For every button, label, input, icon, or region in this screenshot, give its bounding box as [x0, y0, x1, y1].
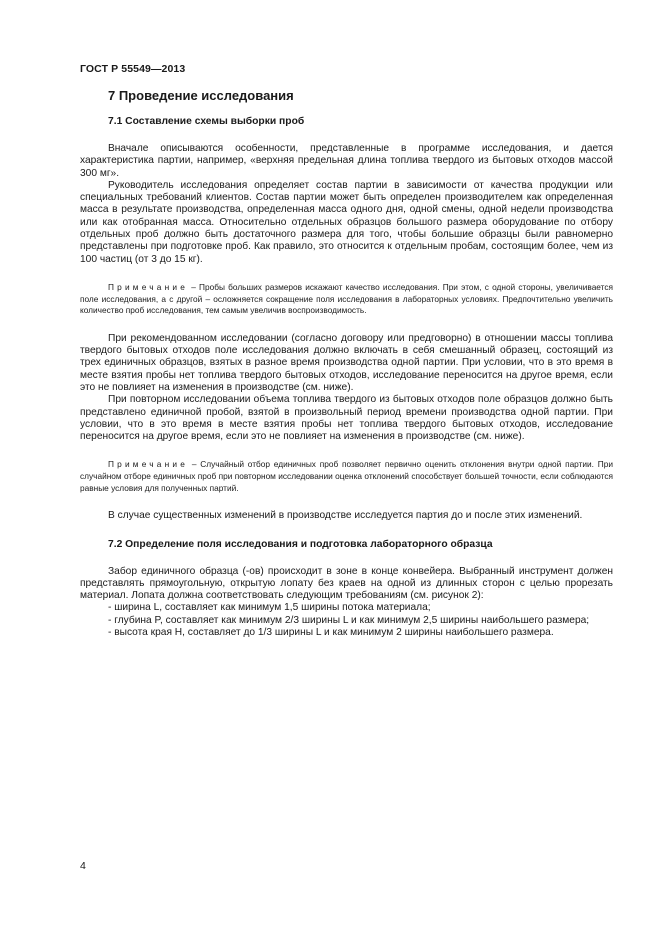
page-body	[80, 88, 613, 639]
note-text: – Случайный отбор единичных проб позволяет первично оценить отклонения внутри одной партии. При случайном отборе единичных проб при повторном исследовании оценка отклонений способствует большей точности, если соблюдаются равные условия для полученных партий.	[80, 459, 613, 493]
paragraph: Вначале описываются особенности, представленные в программе исследования, и дается характеристика партии, например, «верхняя предельная длина топлива твердого из бытовых отходов массой 300 мг».	[80, 143, 613, 179]
paragraph: При рекомендованном исследовании (согласно договору или предговорно) в отношении массы топлива твердого бытовых отходов поле исследования должно включать в себя смешанный образец, состоящий из трех единичных образцов, взятых в разное время производства одной партии. При условии, что в это время в месте взятия пробы нет топлива твердого бытовых отходов, исследование переносится на другое время, если это не повлияет на изменения в производстве (см. ниже).	[80, 332, 613, 393]
page-number: 4	[80, 860, 86, 872]
document-header: ГОСТ Р 55549—2013	[80, 63, 186, 75]
requirements-list	[80, 602, 613, 639]
note	[80, 282, 613, 317]
paragraph: Руководитель исследования определяет состав партии в зависимости от качества продукции или специальных требований клиентов. Состав партии может быть определен производителем как определенная масса в результате производства, определенная масса одного дня, одной смены, одной недели производства или как отобранная масса. Относительно отдельных образцов большого размера оборудование по отбору отдельных проб должно быть достаточного размера для того, чтобы большие образцы были равномерно представлены при подготовке проб. Как правило, это относится к отдельным пробам, состоящим более, чем из 100 частиц (от 3 до 15 кг).	[80, 179, 613, 265]
section-title: 7 Проведение исследования	[108, 88, 294, 103]
list-item: - ширина L, составляет как минимум 1,5 ширины потока материала;	[108, 602, 431, 614]
note	[80, 459, 613, 494]
list-item: - глубина P, составляет как минимум 2/3 ширины L и как минимум 2,5 ширины наибольшего размера;	[108, 614, 590, 626]
paragraph: В случае существенных изменений в производстве исследуется партия до и после этих изменений.	[108, 510, 583, 522]
note-label: Примечание	[108, 281, 189, 292]
list-item: - высота края H, составляет до 1/3 ширины L и как минимум 2 ширины наибольшего размера.	[108, 626, 554, 638]
paragraph: При повторном исследовании объема топлива твердого из бытовых отходов поле образцов должно быть представлено единичной пробой, взятой в произвольный период времени производства одной партии. При условии, что в это время в месте взятия пробы нет топлива твердого бытовых отходов, исследование переносится на другое время, если это не повлияет на изменения в производстве (см. ниже).	[80, 394, 613, 443]
subsection-7-2-title: 7.2 Определение поля исследования и подготовка лабораторного образца	[108, 538, 493, 550]
note-text: – Пробы больших размеров искажают качество исследования. При этом, с одной стороны, увеличивается поле исследования, а с другой – осложняется сокращение поля исследования в лабораторных условиях. Предпочтительно увеличить количество проб исследования, тем самым увеличив воспроизводимость.	[80, 281, 613, 316]
note-label: Примечание	[108, 459, 189, 470]
subsection-7-1-title: 7.1 Составление схемы выборки проб	[108, 116, 305, 127]
paragraph: Забор единичного образца (-ов) происходит в зоне в конце конвейера. Выбранный инструмент должен представлять прямоугольную, открытую лопату без краев на одной из длинных сторон с целью прорезать материал. Лопата должна соответствовать следующим требованиям (см. рисунок 2):	[80, 565, 613, 602]
